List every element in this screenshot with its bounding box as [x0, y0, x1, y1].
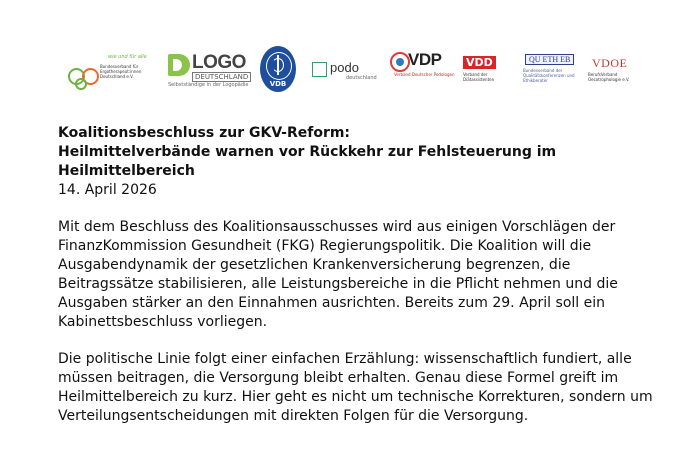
- podo-logo-word: podo: [330, 60, 359, 75]
- vdoe-logo: [588, 56, 636, 92]
- paragraph-2: Die politische Linie folgt einer einfachen Erzählung: wissenschaftlich fundiert, alle müssen beitragen, die Versorgung bleibt erhalten. Genau diese Formel greift im Heilmittelbereich zu kurz. Hier geht es nicht um technische Korrekturen, sondern um Verteilungsentscheidungen mit direkten Folgen für die Versorgung.: [58, 351, 653, 424]
- queth-logo-word: QU ETH EB: [525, 54, 574, 65]
- vdb-logo-word: VDB: [269, 80, 287, 88]
- podo-logo-sub: deutschland: [346, 75, 377, 81]
- logo-deutschland-tagline: Selbstständige in der Logopädie: [168, 82, 249, 88]
- logo-deutschland-logo: [168, 50, 258, 95]
- press-release: [58, 124, 658, 426]
- logo-deutschland-mark: [168, 54, 190, 76]
- vdb-logo: [260, 46, 298, 94]
- snake-icon: [272, 58, 284, 72]
- podo-logo-mark: [312, 62, 327, 77]
- vdd-logo-sub: Verband der Diätassistenten: [463, 72, 495, 82]
- vdoe-logo-word: VDOE: [592, 56, 628, 70]
- bed-logo-text: Bundesverband für Ergotherapeut:innen Deutschland e.V.: [100, 64, 142, 79]
- queth-logo-sub: Bundesverband der Qualitätskonferenzen und Ethikberater: [523, 68, 575, 83]
- headline-line-2: Heilmittelverbände warnen vor Rückkehr zur Fehlsteuerung im Heilmittelbereich: [58, 144, 557, 179]
- vdp-logo-word: VDP: [408, 50, 442, 69]
- vdp-logo: [390, 50, 455, 92]
- vdd-logo-word: VDD: [463, 56, 496, 69]
- bed-logo-mark-3: [75, 78, 87, 90]
- logo-deutschland-sub: DEUTSCHLAND: [192, 72, 251, 82]
- publication-date: 14. April 2026: [58, 182, 157, 198]
- headline-line-1: Koalitionsbeschluss zur GKV-Reform:: [58, 125, 351, 141]
- vdoe-logo-sub: BerufsVerband Oecotrophologie e.V.: [588, 72, 630, 82]
- bed-logo-slogan: wie und für alle: [108, 54, 147, 60]
- queth-logo: [523, 54, 579, 90]
- vdp-logo-sub: Verband Deutscher Podologen: [394, 72, 455, 77]
- bed-logo: [68, 54, 160, 94]
- vdp-logo-mark: [390, 52, 410, 72]
- partner-logos-row: [60, 40, 640, 100]
- vdd-logo: [463, 56, 503, 92]
- paragraph-1: Mit dem Beschluss des Koalitionsausschusses wird aus einigen Vorschlägen der FinanzKommission Gesundheit (FKG) Regierungspolitik. Die Koalition will die Ausgabendynamik der gesetzlichen Krankenversicherung begrenzen, die Beitragssätze stabilisieren, alle Leistungsbereiche in die Pflicht nehmen und die Ausgaben stärker an den Einnahmen ausrichten. Bereits zum 29. April soll ein Kabinettsbeschluss vorliegen.: [58, 219, 618, 330]
- podo-logo: [312, 60, 382, 90]
- vdb-seal: [260, 46, 296, 92]
- logo-deutschland-word: LOGO: [192, 52, 246, 73]
